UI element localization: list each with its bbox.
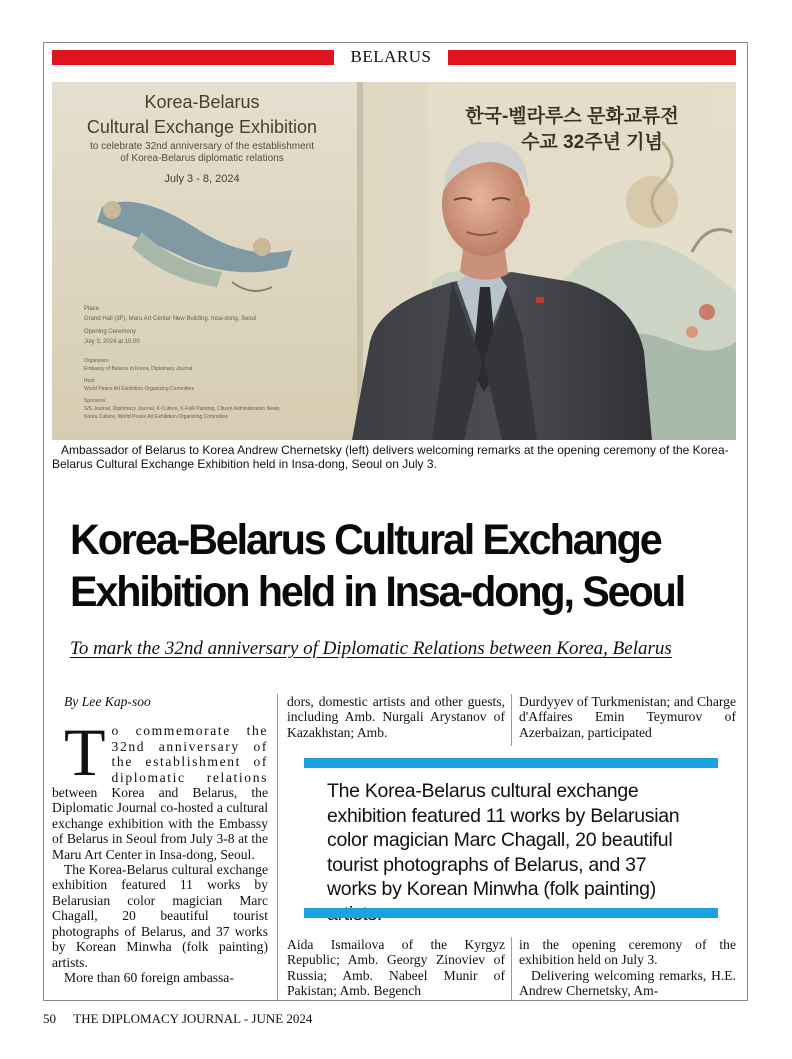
drop-cap: T xyxy=(64,714,106,791)
page-number: 50 xyxy=(43,1011,56,1026)
poster-sponsors-2: Korea Culture, World Peace Art Exhibition Organizing Committee xyxy=(84,414,228,420)
section-label: BELARUS xyxy=(350,47,432,66)
paragraph-3: More than 60 foreign ambassa- xyxy=(64,969,234,985)
headline-line-2: Exhibition held in Insa-dong, Seoul xyxy=(70,568,685,616)
korean-banner-1: 한국-벨라루스 문화교류전 xyxy=(465,106,679,127)
poster-sponsors-label: Sponsors xyxy=(84,398,106,404)
poster-host-label: Host xyxy=(84,378,95,384)
korean-banner-2: 수교 32주년 기념 xyxy=(521,132,663,153)
poster-opening-label: Opening Ceremony xyxy=(84,329,137,335)
column-3-bottom-text-1: in the opening ceremony of the exhibition held on July 3. xyxy=(519,937,736,968)
column-rule-1 xyxy=(277,694,278,1000)
headline xyxy=(70,514,723,618)
article-column-3-top xyxy=(519,694,736,740)
poster-organizers: Embassy of Belarus in Korea, Diplomacy Journal xyxy=(84,366,193,372)
exhibition-poster xyxy=(52,82,363,440)
poster-title-1: Korea-Belarus xyxy=(144,92,260,112)
article-column-2-bottom xyxy=(287,937,505,999)
poster-opening: July 3, 2024 at 15:00 xyxy=(84,339,140,345)
poster-organizers-label: Organizers xyxy=(84,358,109,364)
article-column-3-bottom xyxy=(519,937,736,999)
section-bar-right xyxy=(448,50,736,65)
column-2-top-text: dors, domestic artists and other guests, including Amb. Nurgali Arystanov of Kazakhstan; Amb. xyxy=(287,694,505,740)
article-column-1 xyxy=(52,694,268,985)
column-3-bottom-text-2: Delivering welcoming remarks, H.E. Andrew Chernetsky, Am- xyxy=(519,967,736,999)
lead-text: o commemorate the 32nd anniversary of the establishment of diplomatic relations xyxy=(111,723,268,785)
article-photo xyxy=(52,82,736,440)
poster-host: World Peace Art Exhibition Organizing Committee xyxy=(84,386,195,392)
byline: By Lee Kap-soo xyxy=(64,694,151,709)
column-2-bottom-text: Aida Ismailova of the Kyrgyz Republic; Amb. Georgy Zinoviev of Russia; Amb. Nabeel Munir of Pakistan; Amb. Begench xyxy=(287,937,505,999)
poster-subtitle-2: of Korea-Belarus diplomatic relations xyxy=(120,153,284,164)
article-column-2-top xyxy=(287,694,505,740)
lead-text-rest: between Korea and Belarus, the Diplomatic Journal co-hosted a cultural exchange exhibition with the Embassy of Belarus in Seoul from July 3-8 at the Maru Art Center in Insa-dong, Seoul. xyxy=(52,785,268,862)
pullquote-bar-top xyxy=(304,758,718,768)
paragraph-2: The Korea-Belarus cultural exchange exhibition featured 11 works by Belarusian color magician Marc Chagall, 20 beautiful tourist photographs of Belarus, and 37 works by Korean Minwha (folk painting) artists. xyxy=(52,862,268,970)
section-bar-left xyxy=(52,50,334,65)
poster-sponsors-1: S/S Journal, Diplomacy Journal, K-Culture, K-Folk Painting, Citizen Administration News, xyxy=(84,406,281,412)
headline-line-1: Korea-Belarus Cultural Exchange xyxy=(70,516,661,564)
lead-paragraph xyxy=(52,714,268,862)
subhead: To mark the 32nd anniversary of Diplomatic Relations between Korea, Belarus xyxy=(70,638,672,659)
page-footer xyxy=(43,1011,312,1027)
poster-place: Grand Hall (3F), Maru Art Center New Building, Insa-dong, Seoul xyxy=(84,316,257,322)
column-rule-2-bottom xyxy=(511,937,512,1000)
poster-dates: July 3 - 8, 2024 xyxy=(164,173,240,185)
poster-subtitle-1: to celebrate 32nd anniversary of the establishment xyxy=(89,141,315,152)
pullquote: The Korea-Belarus cultural exchange exhibition featured 11 works by Belarusian color magician Marc Chagall, 20 beautiful tourist photographs of Belarus, and 37 works by Korean Minwha (folk painting) xyxy=(327,780,680,900)
poster-place-label: Place xyxy=(84,306,100,312)
publication-name: THE DIPLOMACY JOURNAL - JUNE 2024 xyxy=(73,1011,313,1026)
pullquote-bar-bottom xyxy=(304,908,718,918)
column-3-top-text: Durdyyev of Turkmenistan; and Charge d'Affaires Emin Teymurov of Azerbaizan, participated xyxy=(519,694,736,740)
photo-caption: Ambassador of Belarus to Korea Andrew Chernetsky (left) delivers welcoming remarks at the opening ceremony of the Korea-Belarus Cultural Exchange Exhibition held in Insa-dong, Seoul on July 3. xyxy=(52,443,729,471)
column-rule-2-top xyxy=(511,694,512,746)
poster-title-2: Cultural Exchange Exhibition xyxy=(86,117,318,137)
